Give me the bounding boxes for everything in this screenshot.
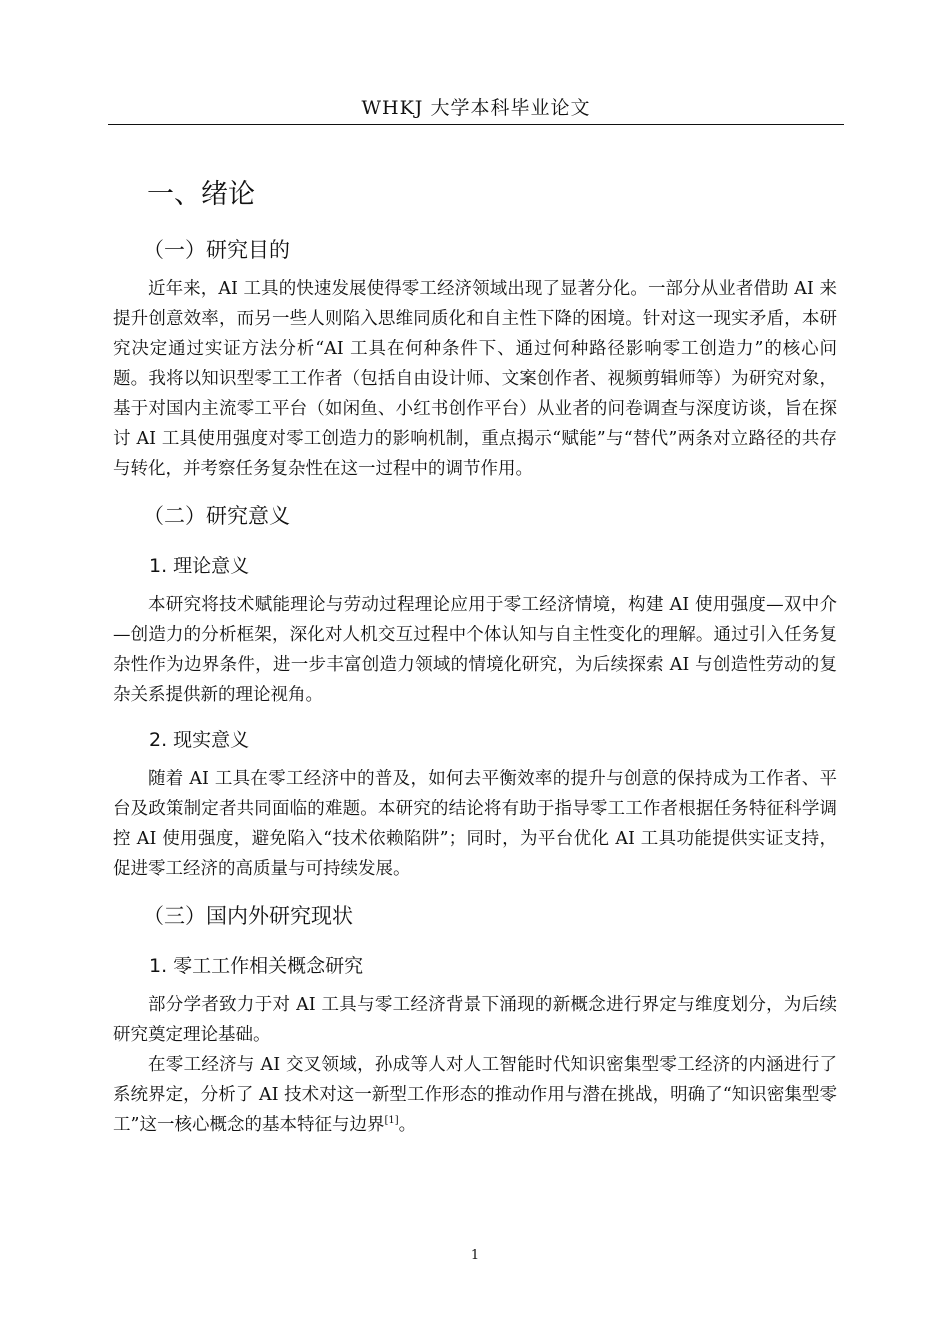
page-content <box>113 160 837 1140</box>
paragraph-practice: 随着 AI 工具在零工经济中的普及，如何去平衡效率的提升与创意的保持成为工作者、平台及政策制定者共同面临的难题。本研究的结论将有助于指导零工工作者根据任务特征科学调控 AI 使用强度，避免陷入“技术依赖陷阱”；同时，为平台优化 AI 工具功能提供实证支持，促进零工经济的高质量与可持续发展。 <box>113 769 837 879</box>
citation-ref[interactable]: [1] <box>384 1115 399 1127</box>
chapter-title: 一、绪论 <box>147 179 255 210</box>
header-rule <box>108 124 844 125</box>
subsection-title-practice: 2. 现实意义 <box>149 729 250 751</box>
section-title-purpose: （一）研究目的 <box>143 238 290 262</box>
paragraph-concepts-2-text: 在零工经济与 AI 交叉领域，孙成等人对人工智能时代知识密集型零工经济的内涵进行了系统界定，分析了 AI 技术对这一新型工作形态的推动作用与潜在挑战，明确了“知识密集型零工”这一核心概念的基本特征与边界 <box>113 1055 837 1135</box>
paragraph-concepts-2 <box>113 1050 837 1140</box>
subsection-title-concepts: 1. 零工工作相关概念研究 <box>149 955 364 977</box>
paragraph-concepts-2-end: 。 <box>398 1115 417 1135</box>
page-number: 1 <box>470 1248 480 1263</box>
subsection-title-theory: 1. 理论意义 <box>149 555 250 577</box>
running-header: WHKJ 大学本科毕业论文 <box>361 97 591 119</box>
paragraph-purpose: 近年来，AI 工具的快速发展使得零工经济领域出现了显著分化。一部分从业者借助 AI 来提升创意效率，而另一些人则陷入思维同质化和自主性下降的困境。针对这一现实矛盾，本研究决定通过实证方法分析“AI 工具在何种条件下、通过何种路径影响零工创造力”的核心问题。我将以知识型零工工作者（包括自由设计师、文案创作者、视频剪辑师等）为研究对象，基于对国内主流零工平台（如闲鱼、小红书创作平台）从业者的问卷调查与深度访谈，旨在探讨 AI 工具使用强度对零工创造力的影响机制，重点揭示“赋能”与“替代”两条对立路径的共存与转化，并考察任务复杂性在这一过程中的调节作用。 <box>113 279 837 479</box>
paragraph-concepts-1: 部分学者致力于对 AI 工具与零工经济背景下涌现的新概念进行界定与维度划分，为后续研究奠定理论基础。 <box>113 995 837 1045</box>
paragraph-theory: 本研究将技术赋能理论与劳动过程理论应用于零工经济情境，构建 AI 使用强度—双中介—创造力的分析框架，深化对人机交互过程中个体认知与自主性变化的理解。通过引入任务复杂性作为边界条件，进一步丰富创造力领域的情境化研究，为后续探索 AI 与创造性劳动的复杂关系提供新的理论视角。 <box>113 595 837 705</box>
section-title-literature: （三）国内外研究现状 <box>143 904 353 928</box>
section-title-significance: （二）研究意义 <box>143 504 290 528</box>
